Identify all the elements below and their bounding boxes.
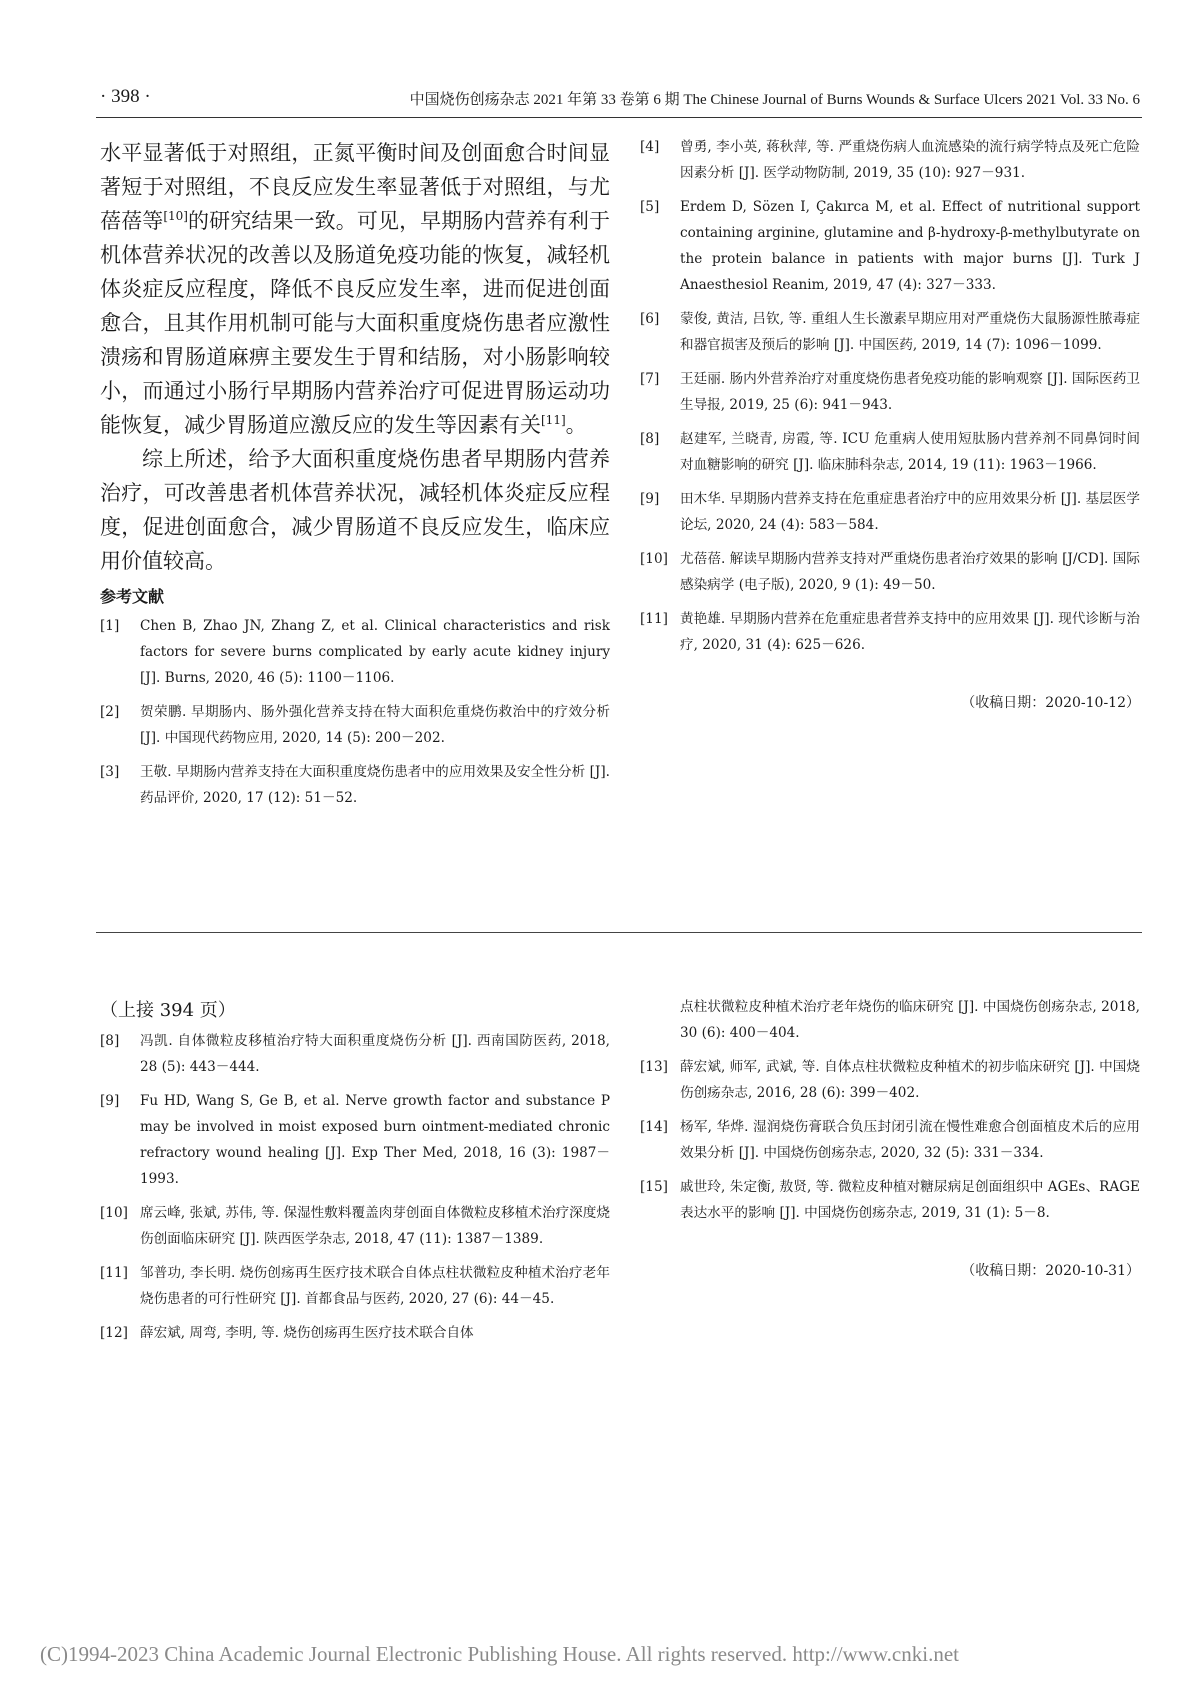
reference-text: 席云峰, 张斌, 苏伟, 等. 保湿性敷料覆盖肉芽创面自体微粒皮移植术治疗深度烧伤创面临床研究 [J]. 陕西医学杂志, 2018, 47 (11): 1387－1389. [140,1205,610,1247]
received-date: （收稿日期：2020-10-12） [961,695,1140,711]
references-title: 参考文献 [100,587,165,606]
header-rule [96,117,1142,118]
reference-text: 黄艳雄. 早期肠内营养在危重症患者营养支持中的应用效果 [J]. 现代诊断与治疗, 2020, 31 (4): 625－626. [680,611,1140,653]
reference-item [640,606,1140,658]
running-header [100,86,1140,114]
reference-number: [8] [100,1033,120,1049]
conclusion-paragraph-1 [100,136,610,442]
reference-number: [1] [100,618,120,634]
reference-number: [2] [100,704,120,720]
reference-number: [8] [640,431,660,447]
journal-info: 中国烧伤创疡杂志 2021 年第 33 卷第 6 期 The Chinese Journal of Burns Wounds & Surface Ulcers 2021 Vol. 33 No. 6 [409,92,1140,108]
reference-text: 冯凯. 自体微粒皮移植治疗特大面积重度烧伤分析 [J]. 西南国防医药, 2018, 28 (5): 443－444. [140,1033,610,1075]
article-refs-right [640,134,1140,712]
reference-number: [11] [640,611,668,627]
continued-refs-right [640,994,1140,1280]
copyright-footer: (C)1994-2023 China Academic Journal Electronic Publishing House. All rights reserved. http://www.cnki.net [40,1642,959,1666]
reference-item [640,1054,1140,1106]
reference-number: [12] [100,1325,128,1341]
reference-text: 王廷丽. 肠内外营养治疗对重度烧伤患者免疫功能的影响观察 [J]. 国际医药卫生导报, 2019, 25 (6): 941－943. [680,371,1140,413]
reference-number: [15] [640,1179,668,1195]
reference-number: [6] [640,311,660,327]
reference-item [640,486,1140,538]
reference-text: 薛宏斌, 师军, 武斌, 等. 自体点柱状微粒皮种植术的初步临床研究 [J]. 中国烧伤创疡杂志, 2016, 28 (6): 399－402. [680,1059,1140,1101]
reference-item [100,613,610,691]
reference-continuation [640,994,1140,1046]
continued-refs-left [100,996,610,1354]
reference-item [640,546,1140,598]
references-list-left [100,613,610,811]
received-date: （收稿日期：2020-10-31） [961,1263,1140,1279]
reference-item [100,1028,610,1080]
continued-references-left [100,1028,610,1346]
citation-10: [10] [163,209,188,223]
section-divider [96,932,1142,933]
continued-from-label: （上接 394 页） [100,1000,236,1021]
para1-text-c: 。 [565,413,587,437]
reference-text: 尤蓓蓓. 解读早期肠内营养支持对严重烧伤患者治疗效果的影响 [J/CD]. 国际感染病学 (电子版), 2020, 9 (1): 49－50. [680,551,1140,593]
citation-11: [11] [541,413,566,427]
article-body-left [100,136,610,819]
reference-number: [10] [100,1205,128,1221]
reference-text: 杨军, 华烨. 湿润烧伤膏联合负压封闭引流在慢性难愈合创面植皮术后的应用效果分析 [J]. 中国烧伤创疡杂志, 2020, 32 (5): 331－334. [680,1119,1140,1161]
reference-item [100,1260,610,1312]
reference-number: [5] [640,199,660,215]
reference-item [100,699,610,751]
reference-number: [4] [640,139,660,155]
reference-text: 赵建军, 兰晓青, 房霞, 等. ICU 危重病人使用短肽肠内营养剂不同鼻饲时间对血糖影响的研究 [J]. 临床肺科杂志, 2014, 19 (11): 1963－1966. [680,431,1140,473]
reference-number: [11] [100,1265,128,1281]
reference-text: Chen B, Zhao JN, Zhang Z, et al. Clinical characteristics and risk factors for severe burns complicated by early acute kidney injury [J]. Burns, 2020, 46 (5): 1100－1106. [140,618,610,686]
reference-number: [13] [640,1059,668,1075]
reference-item [640,366,1140,418]
page-number: · 398 · [100,86,151,107]
references-list-right [640,134,1140,658]
reference-item [100,1088,610,1192]
reference-item [640,1114,1140,1166]
reference-text: 蒙俊, 黄洁, 吕钦, 等. 重组人生长激素早期应用对严重烧伤大鼠肠源性脓毒症和器官损害及预后的影响 [J]. 中国医药, 2019, 14 (7): 1096－1099. [680,311,1140,353]
reference-text: 点柱状微粒皮种植术治疗老年烧伤的临床研究 [J]. 中国烧伤创疡杂志, 2018, 30 (6): 400－404. [680,999,1140,1041]
conclusion-paragraph-2: 综上所述，给予大面积重度烧伤患者早期肠内营养治疗，可改善患者机体营养状况，减轻机体炎症反应程度，促进创面愈合，减少胃肠道不良反应发生，临床应用价值较高。 [100,447,610,573]
reference-item [640,306,1140,358]
reference-number: [9] [100,1093,120,1109]
reference-item [100,759,610,811]
reference-number: [9] [640,491,660,507]
reference-text: 邹普功, 李长明. 烧伤创疡再生医疗技术联合自体点柱状微粒皮种植术治疗老年烧伤患者的可行性研究 [J]. 首都食品与医药, 2020, 27 (6): 44－45. [140,1265,610,1307]
reference-text: 薛宏斌, 周弯, 李明, 等. 烧伤创疡再生医疗技术联合自体 [140,1325,474,1341]
reference-text: 田木华. 早期肠内营养支持在危重症患者治疗中的应用效果分析 [J]. 基层医学论坛, 2020, 24 (4): 583－584. [680,491,1140,533]
reference-item [640,1174,1140,1226]
reference-text: 戚世玲, 朱定衡, 敖贤, 等. 微粒皮种植对糖尿病足创面组织中 AGEs、RAGE 表达水平的影响 [J]. 中国烧伤创疡杂志, 2019, 31 (1): 5－8. [680,1179,1140,1221]
reference-item [100,1320,610,1346]
reference-item [640,194,1140,298]
reference-number: [14] [640,1119,668,1135]
para1-text-a: 水平显著低于对照组，正氮平衡时间及创面愈合时间显著短于对照组，不良反应发生率显著低于对照组，与尤蓓蓓等 [100,141,610,233]
reference-text: 曾勇, 李小英, 蒋秋萍, 等. 严重烧伤病人血流感染的流行病学特点及死亡危险因素分析 [J]. 医学动物防制, 2019, 35 (10): 927－931. [680,139,1140,181]
reference-number: [10] [640,551,668,567]
reference-text: 王敬. 早期肠内营养支持在大面积重度烧伤患者中的应用效果及安全性分析 [J]. 药品评价, 2020, 17 (12): 51－52. [140,764,610,806]
reference-item [640,134,1140,186]
continued-references-right [640,994,1140,1226]
reference-text: Erdem D, Sözen I, Çakırca M, et al. Effect of nutritional support containing arginine, glutamine and β-hydroxy-β-methylbutyrate on the protein balance in patients with major burns [J]. Turk J Anaesthesiol Reanim, 2019, 47 (4): 327－333. [680,199,1140,293]
reference-item [640,426,1140,478]
reference-number: [7] [640,371,660,387]
reference-text: Fu HD, Wang S, Ge B, et al. Nerve growth factor and substance P may be involved in moist exposed burn ointment-mediated chronic refractory wound healing [J]. Exp Ther Med, 2018, 16 (3): 1987－1993. [140,1093,610,1187]
reference-item [100,1200,610,1252]
reference-text: 贺荣鹏. 早期肠内、肠外强化营养支持在特大面积危重烧伤救治中的疗效分析 [J]. 中国现代药物应用, 2020, 14 (5): 200－202. [140,704,610,746]
para1-text-b: 的研究结果一致。可见，早期肠内营养有利于机体营养状况的改善以及肠道免疫功能的恢复，减轻机体炎症反应程度，降低不良反应发生率，进而促进创面愈合，且其作用机制可能与大面积重度烧伤患者应激性溃疡和胃肠道麻痹主要发生于胃和结肠，对小肠影响较小，而通过小肠行早期肠内营养治疗可促进胃肠运动功能恢复，减少胃肠道应激反应的发生等因素有关 [100,209,611,437]
reference-number: [3] [100,764,120,780]
